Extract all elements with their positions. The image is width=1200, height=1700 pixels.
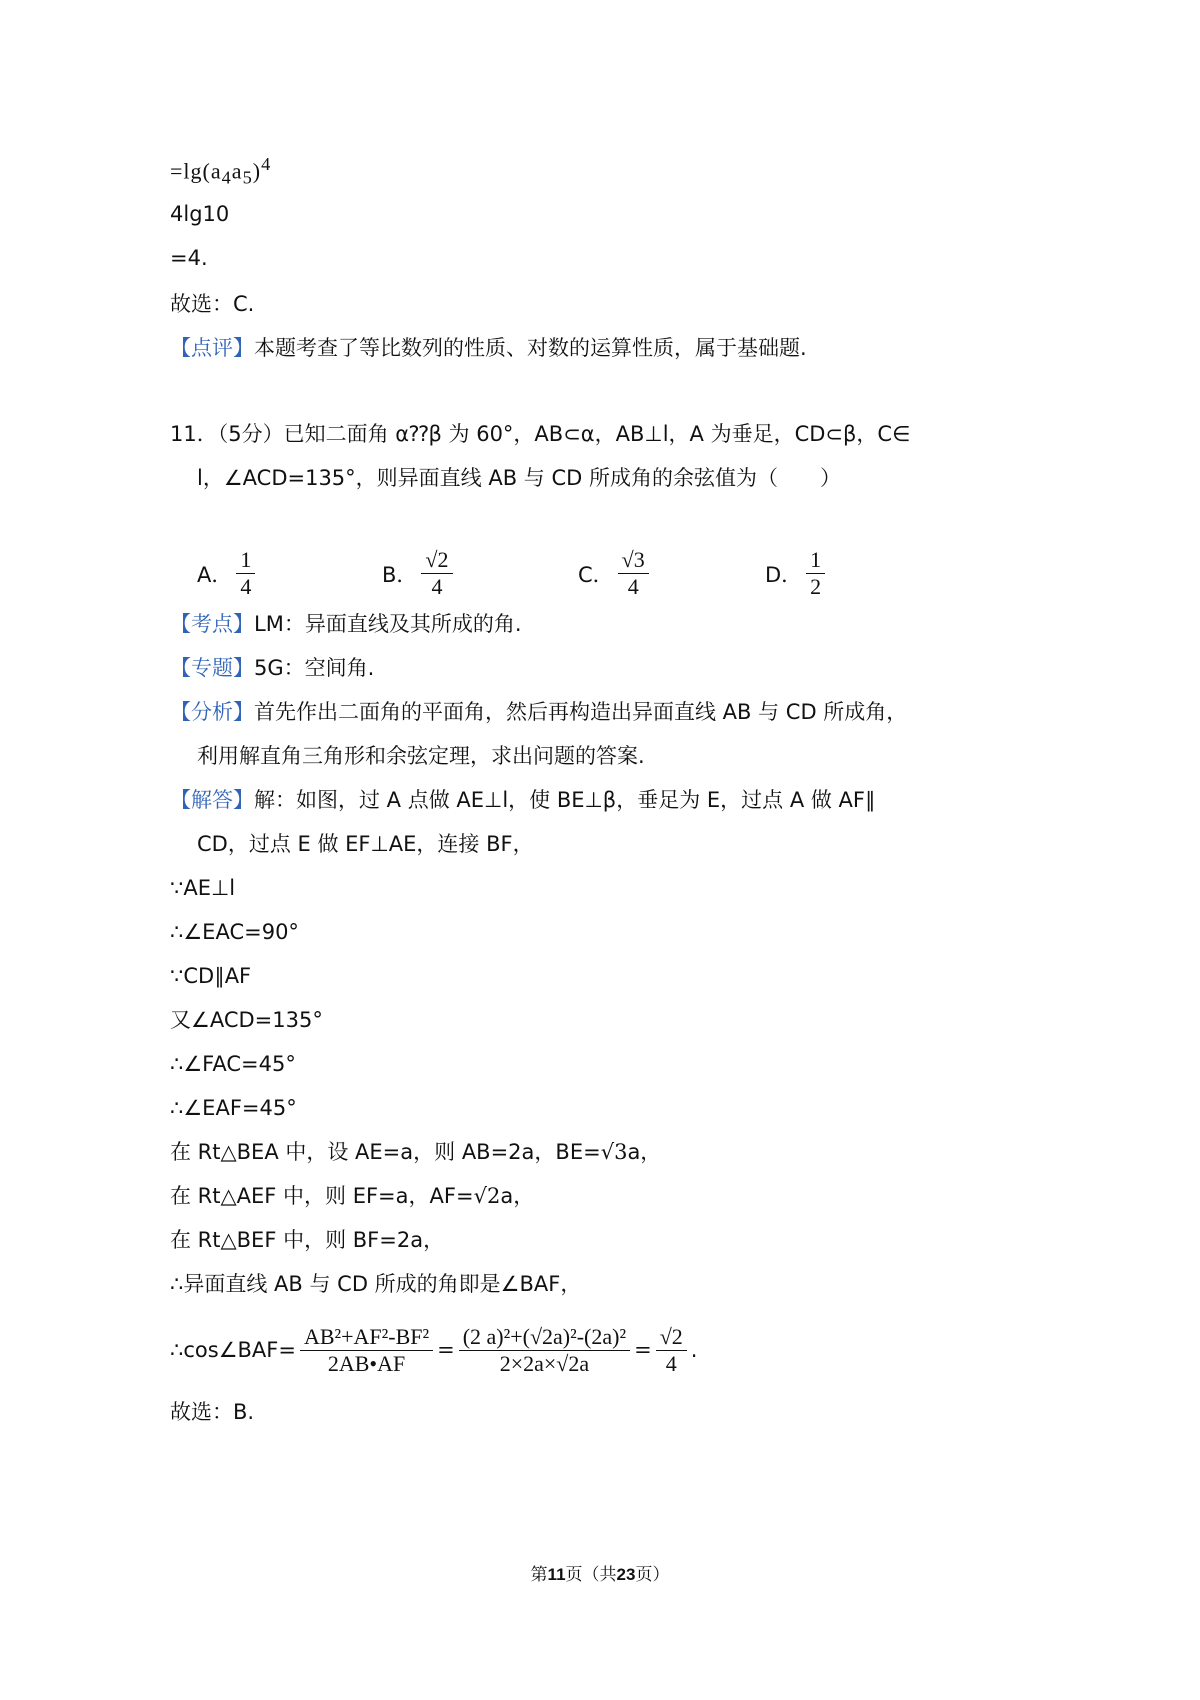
subscript-5: 5: [242, 167, 253, 188]
prev-comment: [170, 334, 807, 362]
option-label: B．: [382, 562, 418, 587]
option-fraction: [618, 548, 649, 599]
fenxi-tag: 【分析】: [170, 700, 254, 724]
equals-sign: =: [437, 1338, 455, 1362]
kaodian-text: LM：异面直线及其所成的角.: [254, 612, 522, 636]
page-footer: [0, 1560, 1200, 1585]
option-fraction: [421, 548, 452, 599]
kaodian-line: [170, 610, 522, 638]
question-line2: l，∠ACD=135°，则异面直线 AB 与 CD 所成角的余弦值为（ ）: [197, 466, 841, 490]
sqrt2: √2: [473, 1184, 501, 1208]
denominator: 2AB•AF: [327, 1350, 406, 1376]
fenxi-line1: [170, 698, 907, 726]
prev-choice: 故选：C.: [170, 292, 255, 316]
cos-fraction-1: [300, 1325, 433, 1376]
denominator: 4: [431, 574, 443, 599]
footer-text: 页）: [635, 1565, 670, 1585]
option-label: A．: [197, 562, 233, 587]
total-pages: 23: [616, 1565, 636, 1584]
option-label: C．: [578, 562, 614, 587]
formula-part: a: [231, 158, 243, 184]
comment-text: 本题考查了等比数列的性质、对数的运算性质，属于基础题.: [254, 336, 807, 360]
step-line: ∴∠FAC=45°: [170, 1052, 296, 1076]
option-label: D．: [765, 562, 803, 587]
rt-text: a，: [500, 1184, 535, 1208]
numerator: √3: [618, 548, 649, 574]
numerator: √2: [421, 548, 452, 574]
step-line: ∴∠EAC=90°: [170, 920, 299, 944]
rt-text: 在 Rt△AEF 中，则 EF=a，AF=: [170, 1184, 474, 1208]
superscript-4: 4: [261, 154, 272, 174]
option-b: [382, 548, 457, 599]
step-line: ∵AE⊥l: [170, 876, 236, 900]
rt-aef-line: [170, 1182, 534, 1210]
fenxi-text1: 首先作出二面角的平面角，然后再构造出异面直线 AB 与 CD 所成角，: [254, 700, 908, 724]
sqrt3: √3: [600, 1140, 628, 1164]
denominator: 2×2a×√2a: [499, 1350, 590, 1376]
numerator: AB²+AF²-BF²: [300, 1325, 433, 1351]
footer-text: 页（共: [565, 1565, 617, 1585]
page-number: 11: [547, 1565, 566, 1584]
question-line1: 11．（5分）已知二面角 α⁇β 为 60°，AB⊂α，AB⊥l，A 为垂足，CD⊂β，C∈: [170, 422, 911, 446]
numerator: 1: [806, 548, 825, 574]
option-fraction: [236, 548, 255, 599]
cos-fraction-3: [656, 1325, 687, 1376]
option-fraction: [806, 548, 825, 599]
numerator: (2 a)²+(√2a)²-(2a)²: [459, 1325, 630, 1351]
final-choice: 故选：B.: [170, 1400, 255, 1424]
formula-part: =lg(a: [170, 158, 222, 184]
angle-conclusion-line: ∴异面直线 AB 与 CD 所成的角即是∠BAF，: [170, 1272, 582, 1296]
kaodian-tag: 【考点】: [170, 612, 254, 636]
cos-prefix: ∴cos∠BAF=: [170, 1338, 296, 1362]
jieda-text1: 解：如图，过 A 点做 AE⊥l，使 BE⊥β，垂足为 E，过点 A 做 AF∥: [254, 788, 876, 812]
cos-fraction-2: [459, 1325, 630, 1376]
denominator: 4: [627, 574, 639, 599]
numerator: √2: [656, 1325, 687, 1351]
formula-part: ): [252, 158, 262, 184]
equals-sign: =: [634, 1338, 652, 1362]
denominator: 2: [810, 574, 822, 599]
jieda-line1: [170, 786, 875, 814]
option-a: [197, 548, 259, 599]
step-line: ∴∠EAF=45°: [170, 1096, 297, 1120]
footer-text: 第: [530, 1565, 548, 1585]
formula-lg-product: [170, 150, 271, 192]
subscript-4: 4: [221, 167, 232, 188]
zhuanti-tag: 【专题】: [170, 656, 254, 680]
rt-text: a，: [627, 1140, 662, 1164]
prev-line2: 4lg10: [170, 202, 230, 226]
jieda-tag: 【解答】: [170, 788, 254, 812]
step-line: 又∠ACD=135°: [170, 1008, 323, 1032]
zhuanti-line: [170, 654, 374, 682]
option-c: [578, 548, 653, 599]
zhuanti-text: 5G：空间角.: [254, 656, 375, 680]
cos-formula-line: [170, 1320, 697, 1380]
rt-bef-line: 在 Rt△BEF 中，则 BF=2a，: [170, 1228, 445, 1252]
rt-bea-line: [170, 1138, 661, 1166]
fenxi-line2: 利用解直角三角形和余弦定理，求出问题的答案.: [197, 744, 645, 768]
denominator: 4: [240, 574, 252, 599]
numerator: 1: [236, 548, 255, 574]
step-line: ∵CD∥AF: [170, 964, 252, 988]
comment-tag: 【点评】: [170, 336, 254, 360]
prev-line3: =4.: [170, 246, 208, 270]
option-d: [765, 548, 829, 599]
jieda-line2: CD，过点 E 做 EF⊥AE，连接 BF，: [197, 832, 534, 856]
denominator: 4: [665, 1350, 677, 1376]
rt-text: 在 Rt△BEA 中，设 AE=a，则 AB=2a，BE=: [170, 1140, 601, 1164]
period: .: [690, 1338, 698, 1362]
